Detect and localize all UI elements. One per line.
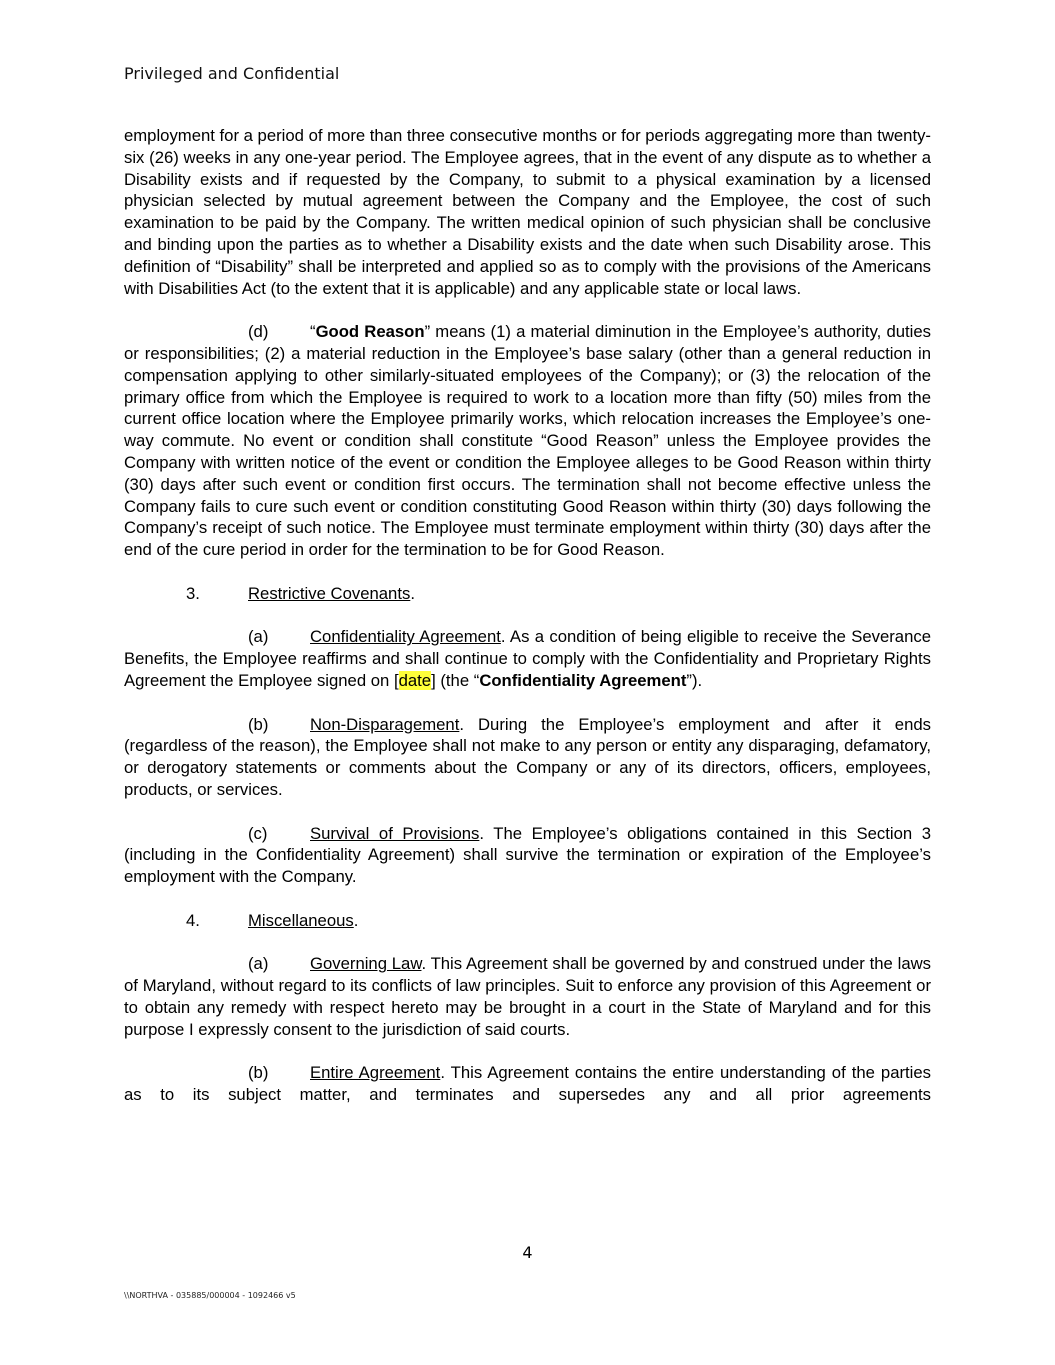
page-number: 4 (522, 1243, 533, 1262)
paragraph-title: Survival of Provisions (310, 823, 480, 843)
paragraph-good-reason: (d) “Good Reason” means (1) a material diminution in the Employee’s authority, duties or responsibilities; (2) a material reduction in the Employee’s base salary (other than a general reduction in compensation applying to other similarly-situated employees of the Company); or (3) the relocation of the primary office from which the Employee is required to work to a location more than fifty (50) miles from the current office location where the Employee primarily works, which relocation increases the Employee’s one-way commute. No event or condition shall constitute “Good Reason” unless the Employee provides the Company with written notice of the event or condition the Employee alleges to be Good Reason within thirty (30) days after such event or condition first occurs. The termination shall not become effective unless the Company fails to cure such event or condition constituting Good Reason within thirty (30) days following the Company’s receipt of such notice. The Employee must terminate employment within thirty (30) days after the end of the cure period in order for the termination to be for Good Reason. (124, 322, 932, 560)
paragraph-marker: (a) (248, 627, 269, 647)
paragraph-marker: (c) (248, 823, 268, 843)
section-4-heading: 4. Miscellaneous. (186, 910, 359, 930)
paragraph-entire-agreement: (b) Entire Agreement. This Agreement contains the entire understanding of the parties as to its subject matter, and terminates and supersedes any and all prior agreements (124, 1063, 931, 1105)
paragraph-survival: (c) Survival of Provisions. The Employee’s obligations contained in this Section 3 (including in the Confidentiality Agreement) shall survive the termination or expiration of the Employee’s employment with the Company. (124, 823, 931, 887)
document-id-footer: \\NORTHVA - 035885/000004 - 1092466 v5 (124, 1291, 296, 1300)
defined-term-good-reason: Good Reason (315, 322, 425, 342)
date-placeholder-highlight: date (398, 670, 432, 690)
paragraph-marker: (b) (248, 1063, 269, 1083)
paragraph-title: Entire Agreement (310, 1063, 441, 1083)
paragraph-disability-continued: employment for a period of more than three consecutive months or for periods aggregating more than twenty-six (26) weeks in any one-year period. The Employee agrees, that in the event of any dispute as to whether a Disability exists and if requested by the Company, to submit to a physical examination by a licensed physician selected by mutual agreement between the Company and the Employee, the cost of such examination to be paid by the Company. The written medical opinion of such physician shall be conclusive and binding upon the parties as to whether a Disability exists and the date when such Disability arose. This definition of “Disability” shall be interpreted and applied so as to comply with the provisions of the Americans with Disabilities Act (to the extent that it is applicable) and any applicable state or local laws. (124, 126, 931, 298)
paragraph-non-disparagement: (b) Non-Disparagement. During the Employee’s employment and after it ends (regardless of the reason), the Employee shall not make to any person or entity any disparaging, defamatory, or derogatory statements or comments about the Company or any of its directors, officers, employees, products, or services. (124, 714, 931, 799)
paragraph-marker: (a) (248, 954, 269, 974)
paragraph-title: Non-Disparagement (310, 714, 460, 734)
document-body (124, 125, 931, 1128)
defined-term-confidentiality-agreement: Confidentiality Agreement (479, 670, 687, 690)
section-number: 3. (186, 583, 200, 603)
section-title: Restrictive Covenants (248, 583, 411, 603)
paragraph-confidentiality: (a) Confidentiality Agreement. As a condition of being eligible to receive the Severance Benefits, the Employee reaffirms and shall continue to comply with the Confidentiality and Proprietary Rights Agreement the Employee signed on [date] (the “Confidentiality Agreement”). (124, 627, 931, 690)
paragraph-title: Confidentiality Agreement (310, 627, 501, 647)
paragraph-title: Governing Law (310, 954, 422, 974)
section-number: 4. (186, 910, 200, 930)
paragraph-marker: (d) (248, 322, 269, 342)
page-header: Privileged and Confidential (124, 64, 340, 83)
section-title: Miscellaneous (248, 910, 354, 930)
paragraph-marker: (b) (248, 714, 269, 734)
section-3-heading: 3. Restrictive Covenants. (186, 583, 415, 603)
paragraph-governing-law: (a) Governing Law. This Agreement shall be governed by and construed under the laws of Maryland, without regard to its conflicts of law principles. Suit to enforce any provision of this Agreement or to obtain any remedy with respect hereto may be brought in a court in the State of Maryland and for this purpose I expressly consent to the jurisdiction of said courts. (124, 954, 931, 1039)
